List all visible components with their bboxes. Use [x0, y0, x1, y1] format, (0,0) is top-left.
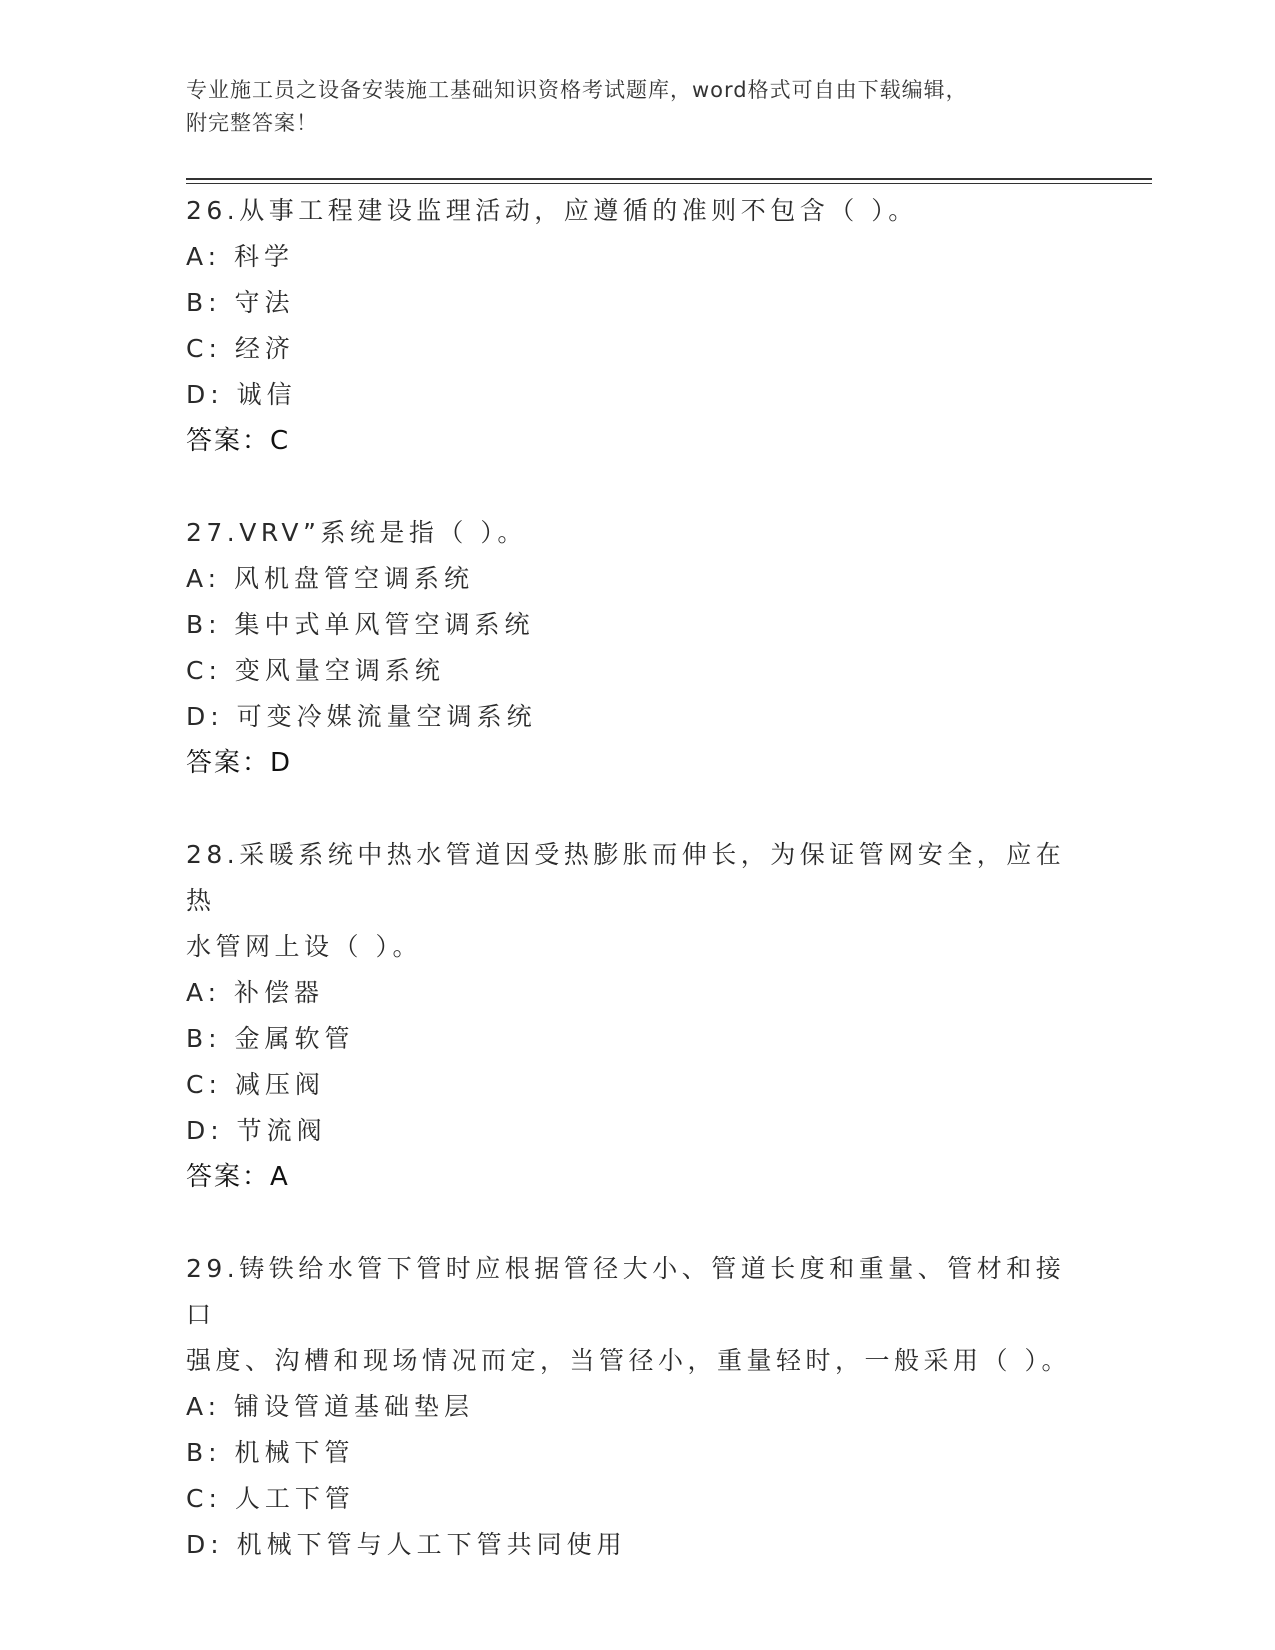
question-26	[186, 188, 1086, 464]
option-a: A: 科学	[186, 242, 295, 271]
option-b: B: 机械下管	[186, 1438, 355, 1467]
header-divider-thick	[186, 178, 1152, 180]
option-c: C: 减压阀	[186, 1070, 325, 1099]
option-d: D: 机械下管与人工下管共同使用	[186, 1530, 627, 1559]
option-c: C: 人工下管	[186, 1484, 355, 1513]
question-29	[186, 1246, 1086, 1568]
question-stem-line-2: 水管网上设（ ）。	[186, 932, 422, 961]
option-d: D: 节流阀	[186, 1116, 327, 1145]
question-stem-line-1: 29.铸铁给水管下管时应根据管径大小、管道长度和重量、管材和接口	[186, 1254, 1066, 1329]
option-a: A: 风机盘管空调系统	[186, 564, 475, 593]
question-stem-line-2: 强度、沟槽和现场情况而定，当管径小，重量轻时，一般采用（ ）。	[186, 1346, 1071, 1375]
option-d: D: 诚信	[186, 380, 297, 409]
option-a: A: 补偿器	[186, 978, 325, 1007]
header-divider-thin	[186, 183, 1152, 184]
header-line-2: 附完整答案！	[186, 111, 318, 135]
question-list	[186, 188, 1086, 1614]
answer-line: 答案：D	[186, 748, 293, 778]
question-28	[186, 832, 1086, 1200]
question-27	[186, 510, 1086, 786]
document-header	[186, 74, 1086, 140]
option-a: A: 铺设管道基础垫层	[186, 1392, 475, 1421]
option-d: D: 可变冷媒流量空调系统	[186, 702, 537, 731]
answer-line: 答案：C	[186, 426, 291, 456]
option-b: B: 守法	[186, 288, 295, 317]
option-c: C: 变风量空调系统	[186, 656, 445, 685]
question-stem: 27.VRV”系统是指（ ）。	[186, 518, 527, 547]
question-stem: 26.从事工程建设监理活动，应遵循的准则不包含（ ）。	[186, 196, 918, 225]
answer-line: 答案：A	[186, 1162, 290, 1192]
question-stem-line-1: 28.采暖系统中热水管道因受热膨胀而伸长，为保证管网安全，应在热	[186, 840, 1066, 915]
option-c: C: 经济	[186, 334, 295, 363]
option-b: B: 金属软管	[186, 1024, 355, 1053]
header-line-1: 专业施工员之设备安装施工基础知识资格考试题库，word格式可自由下载编辑，	[186, 78, 968, 102]
option-b: B: 集中式单风管空调系统	[186, 610, 535, 639]
